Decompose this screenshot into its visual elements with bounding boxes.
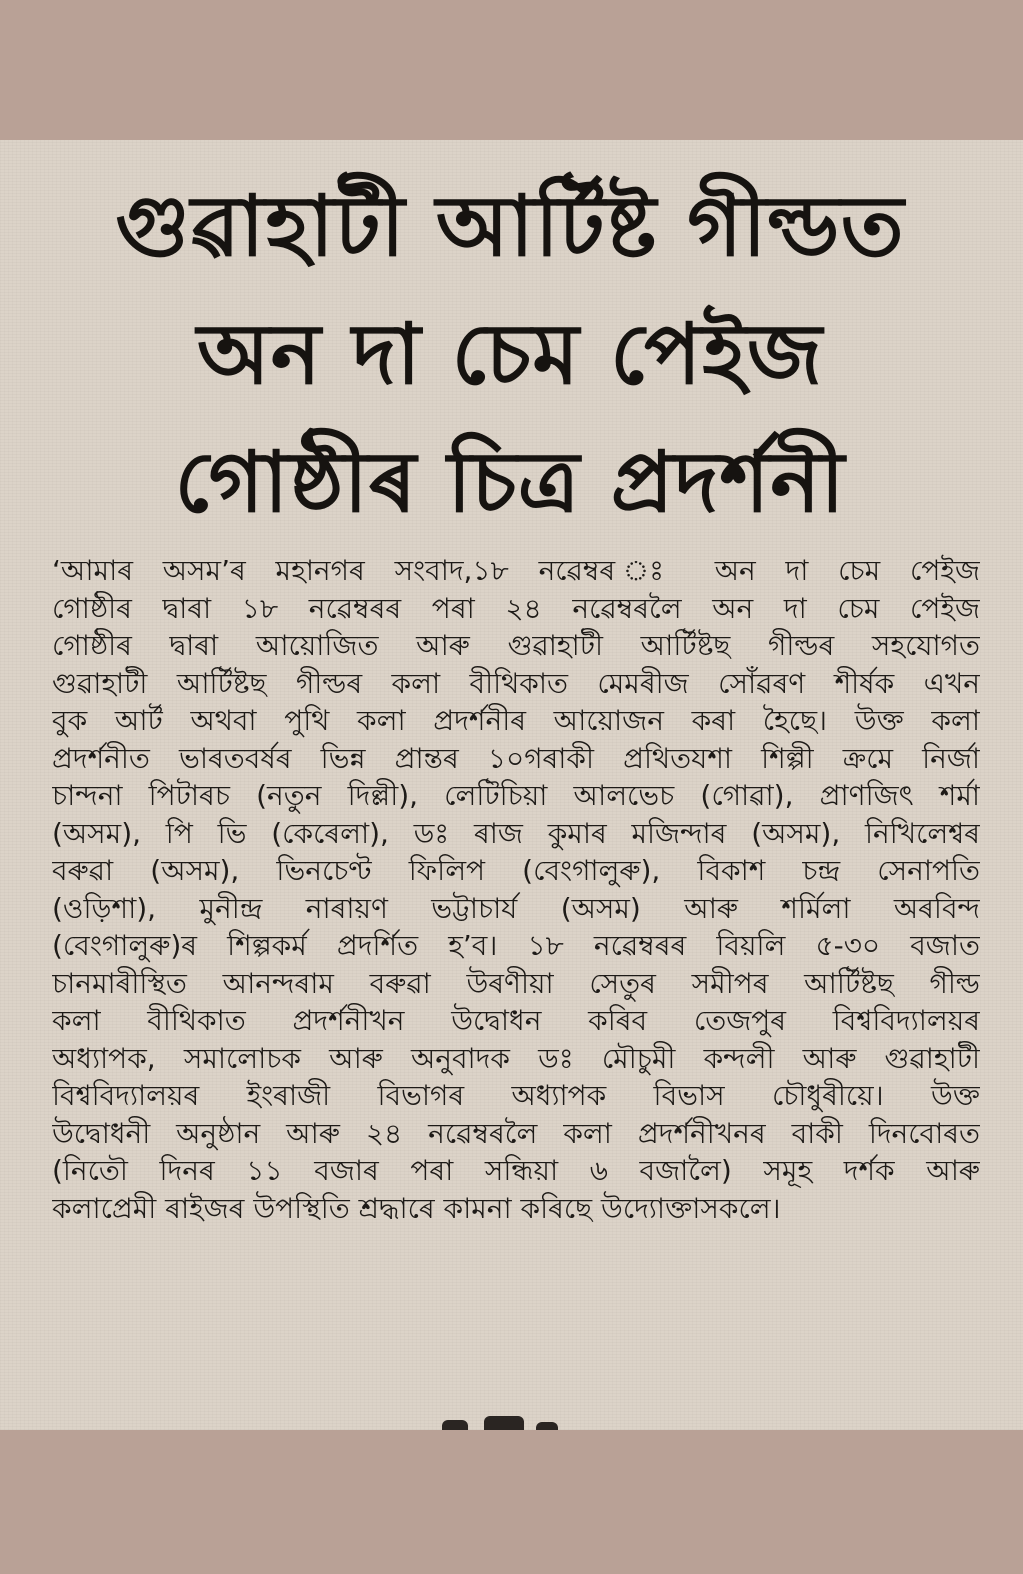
- headline-line-2: অন দা চেম পেইজ: [196, 305, 824, 403]
- headline-line-3: গোষ্ঠীৰ চিত্ৰ প্ৰদৰ্শনী: [174, 433, 846, 531]
- body-line: বিশ্ববিদ্যালয়ৰ ইংৰাজী বিভাগৰ অধ্যাপক বিভাস চৌধুৰীয়ে। উক্ত: [52, 1079, 980, 1112]
- newspaper-clipping: [0, 140, 1023, 1430]
- body-line: প্ৰদৰ্শনীত ভাৰতবৰ্ষৰ ভিন্ন প্ৰান্তৰ ১০গৰাকী প্ৰথিতযশা শিল্পী ক্ৰমে নিৰ্জা: [52, 741, 980, 775]
- article-headline: [30, 162, 990, 546]
- body-line: চান্দনা পিটাৰচ (নতুন দিল্লী), লেটিচিয়া আলভেচ (গোৱা), প্ৰাণজিৎ শৰ্মা: [52, 779, 980, 812]
- body-line: কলা বীথিকাত প্ৰদৰ্শনীখন উদ্বোধন কৰিব তেজপুৰ বিশ্ববিদ্যালয়ৰ: [52, 1004, 980, 1037]
- headline-line-1: গুৱাহাটী আৰ্টিষ্ট গীল্ডত: [115, 177, 905, 275]
- body-line: বুক আৰ্ট অথবা পুথি কলা প্ৰদৰ্শনীৰ আয়োজন কৰা হৈছে। উক্ত কলা: [52, 704, 980, 737]
- body-line: উদ্বোধনী অনুষ্ঠান আৰু ২৪ নৱেম্বৰলৈ কলা প্ৰদৰ্শনীখনৰ বাকী দিনবোৰত: [52, 1116, 980, 1150]
- body-line: (ওড়িশা), মুনীন্দ্ৰ নাৰায়ণ ভট্টাচাৰ্য (অসম) আৰু শৰ্মিলা অৰবিন্দ: [52, 891, 980, 925]
- body-line: কলাপ্ৰেমী ৰাইজৰ উপস্থিতি শ্ৰদ্ধাৰে কামনা কৰিছে উদ্যোক্তাসকলে।: [52, 1191, 781, 1225]
- body-line: গোষ্ঠীৰ দ্বাৰা আয়োজিত আৰু গুৱাহাটী আৰ্টিষ্টছ গীল্ডৰ সহযোগত: [52, 629, 980, 662]
- body-line: গোষ্ঠীৰ দ্বাৰা ১৮ নৱেম্বৰৰ পৰা ২৪ নৱেম্বৰলৈ অন দা চেম পেইজ: [52, 591, 980, 625]
- body-line: (বেংগালুৰু)ৰ শিল্পকৰ্ম প্ৰদৰ্শিত হ’ব। ১৮ নৱেম্বৰৰ বিয়লি ৫-৩০ বজাত: [52, 929, 980, 962]
- cropped-next-headline: [440, 1412, 570, 1430]
- body-line: অধ্যাপক, সমালোচক আৰু অনুবাদক ডঃ মৌচুমী কন্দলী আৰু গুৱাহাটী: [52, 1041, 980, 1075]
- body-line: ‘আমাৰ অসম’ৰ মহানগৰ সংবাদ,১৮ নৱেম্বৰ ঃ অন দা চেম পেইজ: [52, 554, 980, 587]
- body-line: বৰুৱা (অসম), ভিনচেণ্ট ফিলিপ (বেংগালুৰু), বিকাশ চন্দ্ৰ সেনাপতি: [52, 854, 980, 887]
- body-line: গুৱাহাটী আৰ্টিষ্টছ গীল্ডৰ কলা বীথিকাত মেমৰীজ সোঁৱৰণ শীৰ্ষক এখন: [52, 666, 980, 700]
- body-line: (অসম), পি ভি (কেৰেলা), ডঃ ৰাজ কুমাৰ মজিন্দাৰ (অসম), নিখিলেশ্বৰ: [52, 816, 980, 850]
- article-body: [52, 552, 980, 1227]
- body-line: (নিতৌ দিনৰ ১১ বজাৰ পৰা সন্ধিয়া ৬ বজালৈ) সমূহ দৰ্শক আৰু: [52, 1154, 980, 1187]
- body-line: চানমাৰীস্থিত আনন্দৰাম বৰুৱা উৰণীয়া সেতুৰ সমীপৰ আৰ্টিষ্টছ গীল্ড: [52, 966, 980, 1000]
